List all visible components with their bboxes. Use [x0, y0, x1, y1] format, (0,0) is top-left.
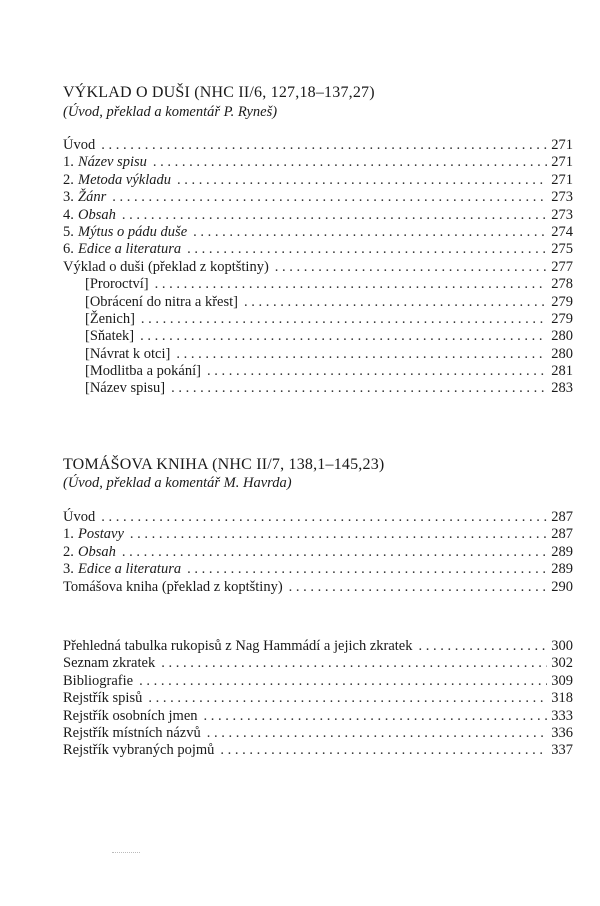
dot-leader	[193, 224, 547, 241]
dot-leader	[122, 207, 547, 224]
toc-entry-label: Obsah	[78, 543, 116, 560]
toc-entry	[63, 561, 573, 578]
toc-entry	[63, 638, 573, 655]
dot-leader	[101, 509, 547, 526]
toc-entry-label: Edice a literatura	[78, 561, 182, 578]
toc-entry-page: 302	[551, 655, 573, 672]
toc-entry	[63, 690, 573, 707]
toc-entry-page: 271	[551, 154, 573, 171]
toc-entry-page: 275	[551, 241, 573, 258]
toc-entry	[63, 725, 573, 742]
toc-entry-page: 279	[551, 310, 573, 327]
toc-entry-page: 309	[551, 672, 573, 689]
dot-leader	[130, 526, 547, 543]
toc-entry-label: Edice a literatura	[78, 241, 182, 258]
dot-leader	[187, 241, 547, 258]
toc-entry-label: Seznam zkratek	[63, 655, 156, 672]
dot-leader	[101, 137, 547, 154]
toc-entry	[63, 673, 573, 690]
toc-entry	[63, 328, 573, 345]
toc-entry-label: Mýtus o pádu duše	[78, 223, 188, 240]
toc-entry-page: 289	[551, 543, 573, 560]
toc-entry-page: 279	[551, 293, 573, 310]
toc-entry-label: [Modlitba a pokání]	[85, 363, 201, 380]
toc-list-appendix	[63, 638, 573, 760]
toc-entry	[63, 137, 573, 154]
toc-entry-number: 3.	[63, 189, 74, 206]
toc-entry	[63, 172, 573, 189]
dot-leader	[122, 544, 547, 561]
dot-leader	[171, 380, 547, 397]
toc-entry	[63, 224, 573, 241]
dot-leader	[141, 311, 547, 328]
toc-entry-page: 273	[551, 189, 573, 206]
dot-leader	[419, 638, 548, 655]
toc-entry	[63, 346, 573, 363]
toc-entry-label: [Sňatek]	[85, 328, 135, 345]
toc-entry	[63, 655, 573, 672]
dot-leader	[204, 708, 547, 725]
dot-leader	[187, 561, 547, 578]
toc-entry-label: Rejstřík spisů	[63, 690, 143, 707]
toc-entry-page: 271	[551, 171, 573, 188]
toc-entry-page: 283	[551, 380, 573, 397]
toc-entry-number: 5.	[63, 223, 74, 240]
toc-list-tomasova	[63, 509, 573, 596]
dot-leader	[177, 172, 547, 189]
toc-entry	[63, 311, 573, 328]
toc-entry-number: 4.	[63, 206, 74, 223]
section-title-tomasova: TOMÁŠOVA KNIHA (NHC II/7, 138,1–145,23)	[63, 456, 385, 473]
toc-entry-label: Výklad o duši (překlad z koptštiny)	[63, 258, 269, 275]
toc-entry-label: Přehledná tabulka rukopisů z Nag Hammádí a jejich zkratek	[63, 638, 413, 654]
toc-entry-label: [Obrácení do nitra a křest]	[85, 293, 238, 310]
toc-entry-page: 271	[551, 137, 573, 153]
toc-entry-label: Název spisu	[78, 154, 147, 171]
toc-entry-number: 1.	[63, 526, 74, 543]
section-title-vyklad: VÝKLAD O DUŠI (NHC II/6, 127,18–137,27)	[63, 84, 375, 101]
toc-entry-number: 2.	[63, 543, 74, 560]
toc-entry-label: Úvod	[63, 137, 96, 153]
dot-leader	[139, 673, 547, 690]
toc-entry-label: Bibliografie	[63, 672, 134, 689]
toc-entry-label: Rejstřík vybraných pojmů	[63, 742, 215, 759]
toc-entry-page: 277	[551, 258, 573, 275]
toc-entry-page: 289	[551, 561, 573, 578]
toc-entry-page: 281	[551, 363, 573, 380]
toc-entry-page: 287	[551, 526, 573, 543]
toc-entry	[63, 380, 573, 397]
toc-entry	[63, 708, 573, 725]
toc-entry-page: 337	[551, 742, 573, 759]
dot-leader	[220, 742, 547, 759]
toc-entry-label: Rejstřík místních názvů	[63, 724, 201, 741]
toc-entry-number: 3.	[63, 561, 74, 578]
toc-entry-label: [Ženich]	[85, 310, 135, 327]
toc-entry	[63, 276, 573, 293]
toc-entry-label: [Návrat k otci]	[85, 345, 171, 362]
toc-entry	[63, 526, 573, 543]
toc-entry-label: Metoda výkladu	[78, 171, 172, 188]
toc-entry-page: 318	[551, 690, 573, 707]
toc-entry-page: 290	[551, 578, 573, 595]
toc-entry-page: 300	[551, 638, 573, 654]
toc-entry-number: 2.	[63, 171, 74, 188]
toc-entry-page: 273	[551, 206, 573, 223]
toc-entry-number: 6.	[63, 241, 74, 258]
dot-leader	[275, 259, 547, 276]
section-subtitle-vyklad: (Úvod, překlad a komentář P. Ryneš)	[63, 104, 278, 120]
toc-entry	[63, 294, 573, 311]
toc-entry-label: Obsah	[78, 206, 116, 223]
toc-entry-label: Úvod	[63, 509, 96, 525]
toc-entry-page: 287	[551, 509, 573, 525]
toc-entry-label: Rejstřík osobních jmen	[63, 707, 198, 724]
toc-entry	[63, 241, 573, 258]
toc-entry-page: 333	[551, 707, 573, 724]
toc-entry	[63, 207, 573, 224]
dot-leader	[176, 346, 547, 363]
toc-list-vyklad	[63, 137, 573, 398]
dot-leader	[112, 189, 547, 206]
toc-entry-page: 280	[551, 328, 573, 345]
dot-leader	[148, 690, 547, 707]
section-subtitle-tomasova: (Úvod, překlad a komentář M. Havrda)	[63, 475, 292, 491]
toc-entry-label: [Název spisu]	[85, 380, 166, 397]
dot-leader	[207, 363, 547, 380]
dot-leader	[289, 579, 547, 596]
dot-leader	[207, 725, 547, 742]
toc-entry	[63, 189, 573, 206]
toc-entry-page: 336	[551, 724, 573, 741]
toc-entry	[63, 579, 573, 596]
toc-entry-page: 274	[551, 223, 573, 240]
toc-entry	[63, 544, 573, 561]
toc-entry-label: Tomášova kniha (překlad z koptštiny)	[63, 578, 283, 595]
toc-entry	[63, 742, 573, 759]
dot-leader	[155, 276, 547, 293]
toc-entry-label: Postavy	[78, 526, 124, 543]
dot-leader	[244, 294, 547, 311]
toc-entry	[63, 154, 573, 171]
toc-entry	[63, 363, 573, 380]
toc-entry-page: 278	[551, 276, 573, 293]
dot-leader	[153, 154, 547, 171]
dot-leader	[161, 655, 547, 672]
toc-entry-label: Žánr	[78, 189, 107, 206]
dot-leader	[140, 328, 547, 345]
toc-entry-page: 280	[551, 345, 573, 362]
toc-entry	[63, 509, 573, 526]
toc-entry-number: 1.	[63, 154, 74, 171]
toc-entry-label: [Proroctví]	[85, 276, 149, 293]
toc-entry	[63, 259, 573, 276]
decorative-dots	[112, 852, 140, 853]
